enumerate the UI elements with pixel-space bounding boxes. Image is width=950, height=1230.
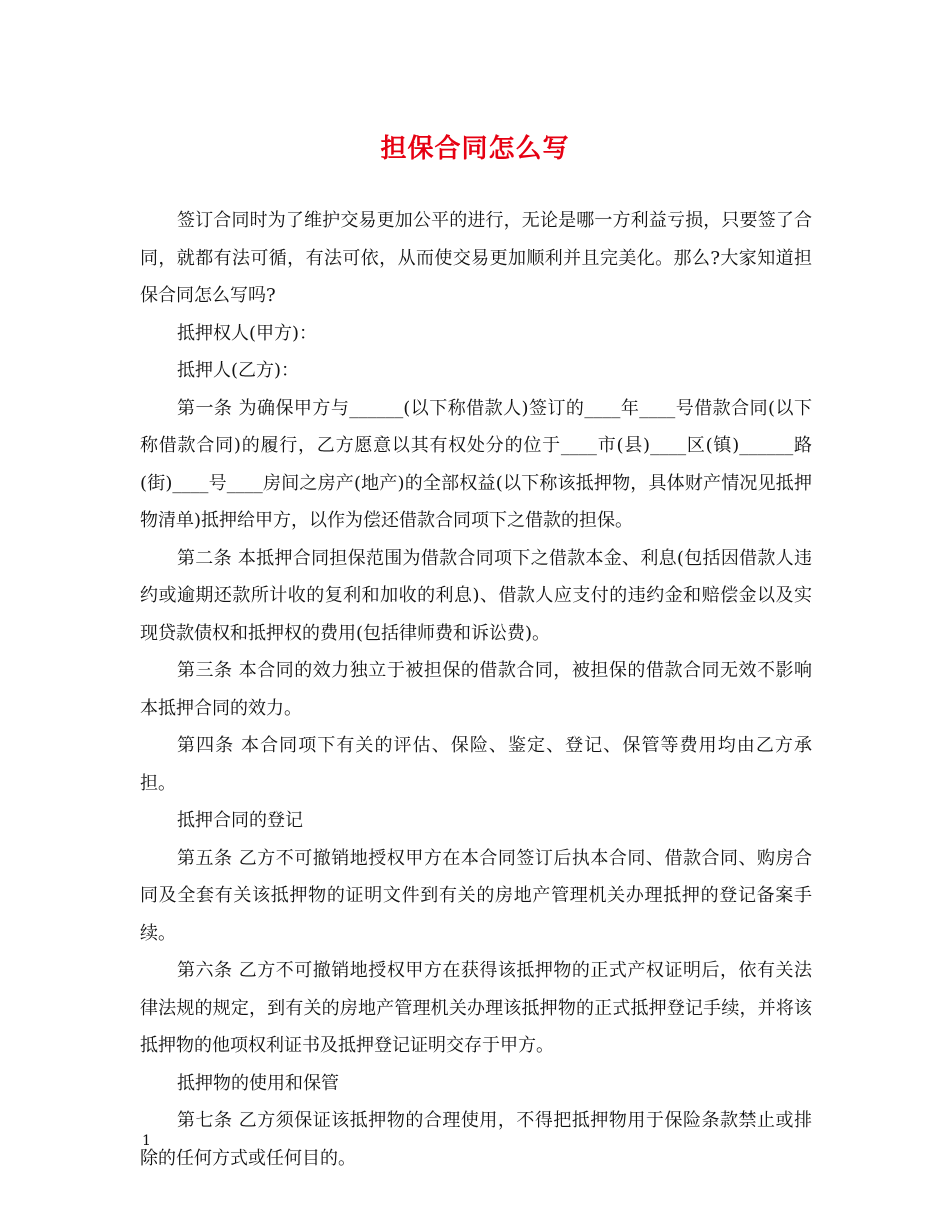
article-1: 第一条 为确保甲方与______(以下称借款人)签订的____年____号借款合同(以下称借款合同)的履行，乙方愿意以其有权处分的位于____市(县)____区(镇)______路(街)____号____房间之房产(地产)的全部权益(以下称该抵押物，具体财产情况见抵押物清单)抵押给甲方，以作为偿还借款合同项下之借款的担保。 [140, 397, 812, 531]
mortgagee-line: 抵押权人(甲方)： [177, 322, 318, 344]
article-3: 第三条 本合同的效力独立于被担保的借款合同，被担保的借款合同无效不影响本抵押合同的效力。 [140, 660, 812, 719]
article-5: 第五条 乙方不可撤销地授权甲方在本合同签订后执本合同、借款合同、购房合同及全套有关该抵押物的证明文件到有关的房地产管理机关办理抵押的登记备案手续。 [140, 847, 812, 944]
section-heading-registration: 抵押合同的登记 [177, 810, 303, 831]
article-2: 第二条 本抵押合同担保范围为借款合同项下之借款本金、利息(包括因借款人违约或逾期还款所计收的复利和加收的利息)、借款人应支付的违约金和赔偿金以及实现贷款债权和抵押权的费用(包括律师费和诉讼费)。 [140, 547, 812, 644]
article-4: 第四条 本合同项下有关的评估、保险、鉴定、登记、保管等费用均由乙方承担。 [140, 735, 812, 794]
intro-paragraph: 签订合同时为了维护交易更加公平的进行，无论是哪一方利益亏损，只要签了合同，就都有法可循，有法可依，从而使交易更加顺利并且完美化。那么?大家知道担保合同怎么写吗? [140, 210, 812, 306]
document-title: 担保合同怎么写 [380, 134, 570, 164]
article-6: 第六条 乙方不可撤销地授权甲方在获得该抵押物的正式产权证明后，依有关法律法规的规定，到有关的房地产管理机关办理该抵押物的正式抵押登记手续，并将该抵押物的他项权利证书及抵押登记证明交存于甲方。 [140, 960, 812, 1056]
article-7: 第七条 乙方须保证该抵押物的合理使用，不得把抵押物用于保险条款禁止或排除的任何方式或任何目的。 [140, 1110, 812, 1169]
page-number: 1 [142, 1133, 151, 1149]
mortgagor-line: 抵押人(乙方)： [177, 360, 300, 381]
document-body [140, 202, 812, 1177]
section-heading-use-custody: 抵押物的使用和保管 [177, 1072, 339, 1094]
